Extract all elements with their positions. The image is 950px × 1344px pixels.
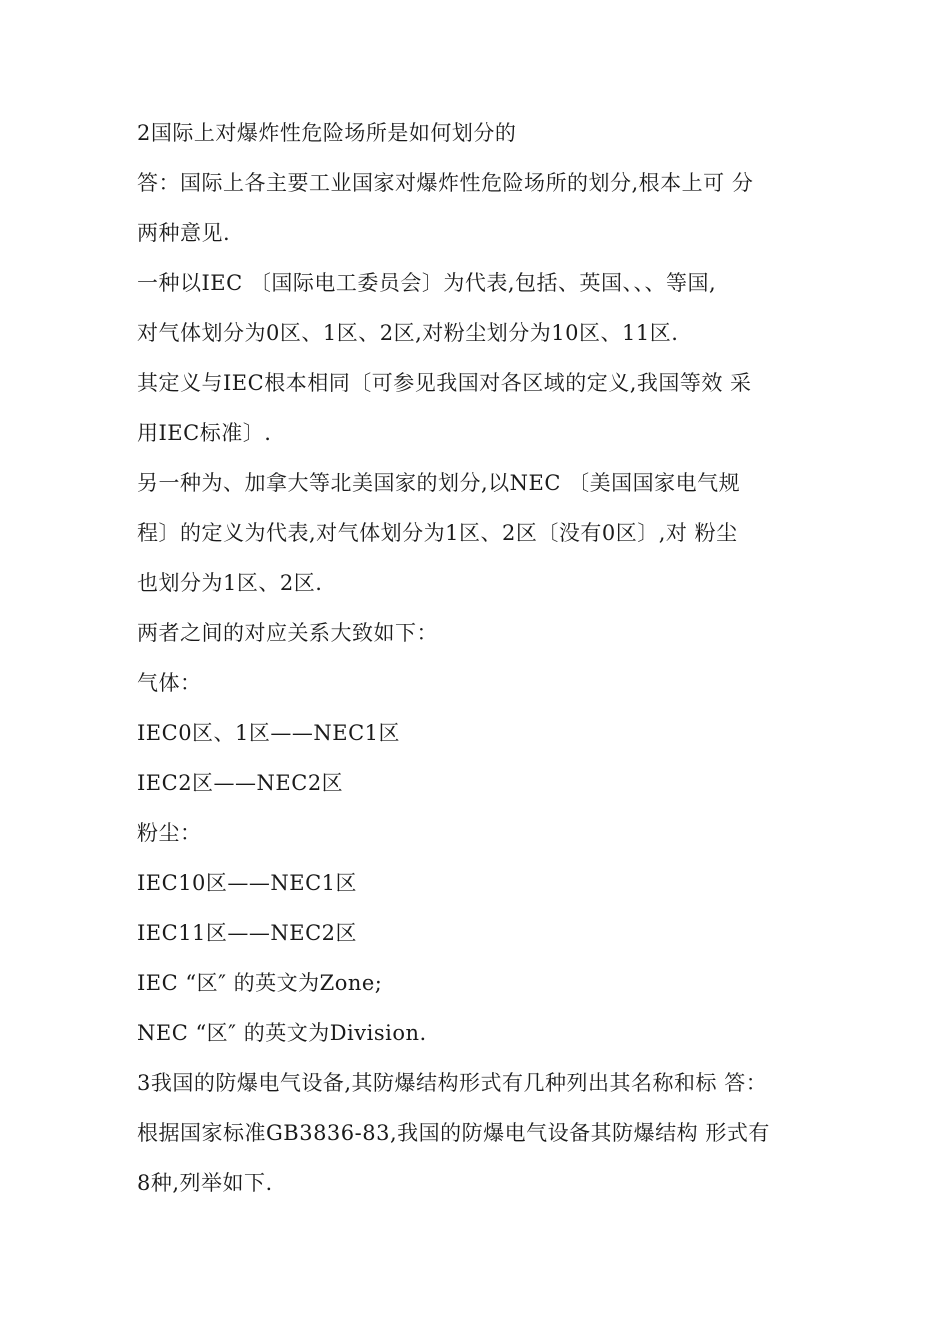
iec-paragraph-line: 一种以IEC 〔国际电工委员会〕为代表,包括、英国、、、等国,: [137, 271, 717, 295]
iec-paragraph-line: 对气体划分为0区、1区、2区,对粉尘划分为10区、11区.: [137, 321, 679, 345]
answer-paragraph-line: 两种意见.: [137, 221, 231, 245]
gas-mapping-line: IEC0区、1区——NEC1区: [137, 721, 401, 745]
question-3-line: 根据国家标准GB3836-83,我国的防爆电气设备其防爆结构 形式有: [137, 1121, 770, 1145]
definition-paragraph-line: 用IEC标准〕.: [137, 421, 272, 445]
correspondence-intro: 两者之间的对应关系大致如下：: [137, 621, 438, 645]
question-3-line: 8种,列举如下.: [137, 1171, 273, 1195]
gas-heading: 气体：: [137, 671, 202, 695]
nec-paragraph-line: 也划分为1区、2区.: [137, 571, 323, 595]
nec-paragraph-line: 另一种为、加拿大等北美国家的划分,以NEC 〔美国国家电气规: [137, 471, 741, 495]
answer-paragraph-line: 答：国际上各主要工业国家对爆炸性危险场所的划分,根本上可 分: [137, 171, 754, 195]
dust-mapping-line: IEC10区——NEC1区: [137, 871, 358, 895]
nec-paragraph-line: 程〕的定义为代表,对气体划分为1区、2区〔没有0区〕,对 粉尘: [137, 521, 738, 545]
question-3-line: 3我国的防爆电气设备,其防爆结构形式有几种列出其名称和标 答：: [137, 1071, 768, 1095]
nec-division-term: NEC “区″ 的英文为Division.: [137, 1021, 427, 1045]
iec-zone-term: IEC “区″ 的英文为Zone;: [137, 971, 383, 995]
definition-paragraph-line: 其定义与IEC根本相同〔可参见我国对各区域的定义,我国等效 采: [137, 371, 752, 395]
dust-mapping-line: IEC11区——NEC2区: [137, 921, 358, 945]
document-body: [137, 108, 837, 1208]
gas-mapping-line: IEC2区——NEC2区: [137, 771, 344, 795]
dust-heading: 粉尘：: [137, 821, 202, 845]
question-2-heading: 2国际上对爆炸性危险场所是如何划分的: [137, 121, 517, 145]
